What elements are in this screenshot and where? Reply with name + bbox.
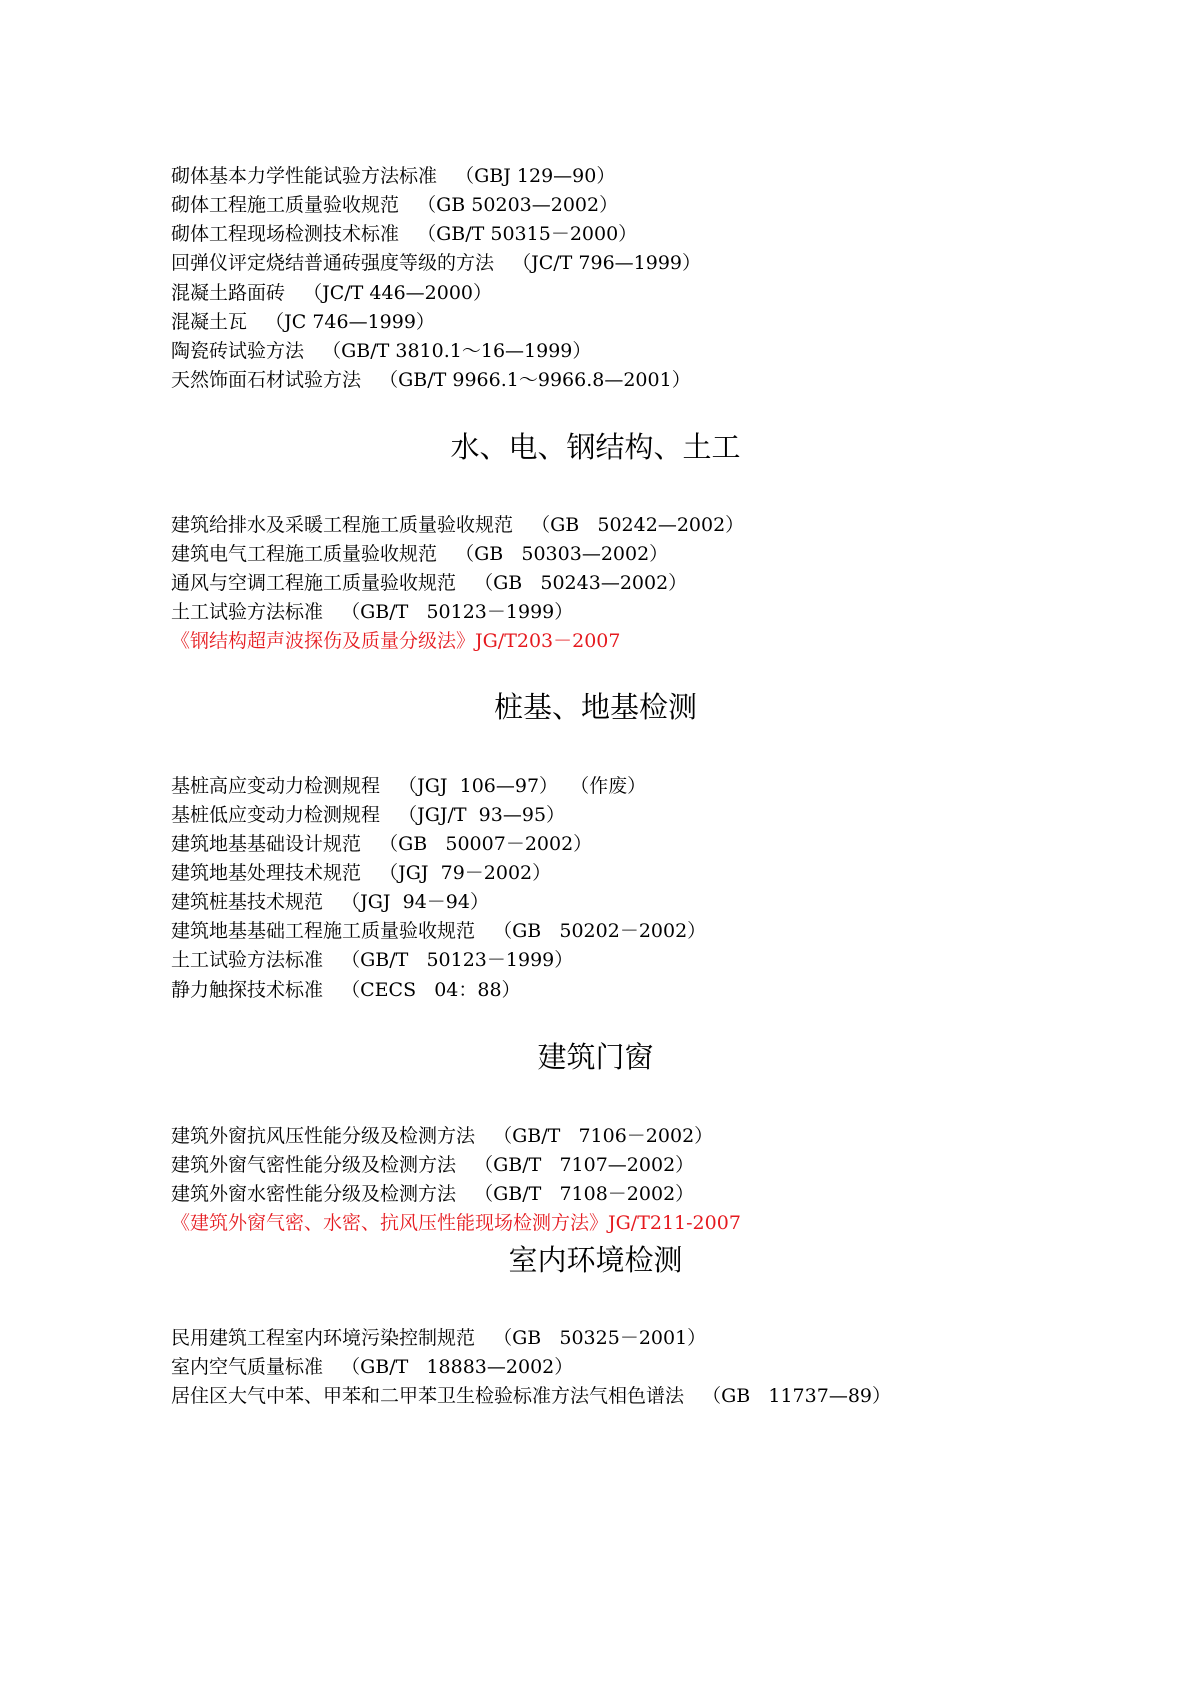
standard-item-highlight: 《钢结构超声波探伤及质量分级法》JG/T203－2007 <box>171 630 621 652</box>
section-heading: 室内环境检测 <box>508 1243 683 1277</box>
section-heading: 桩基、地基检测 <box>493 690 697 724</box>
standard-item: 基桩低应变动力检测规程 （JGJ/T 93—95） <box>171 804 566 826</box>
standard-item: 建筑桩基技术规范 （JGJ 94－94） <box>171 891 489 913</box>
standard-item-highlight: 《建筑外窗气密、水密、抗风压性能现场检测方法》JG/T211-2007 <box>171 1212 741 1234</box>
standard-item: 基桩高应变动力检测规程 （JGJ 106—97） （作废） <box>171 775 647 797</box>
standard-item: 建筑地基基础设计规范 （GB 50007－2002） <box>171 833 593 855</box>
standard-item: 建筑地基基础工程施工质量验收规范 （GB 50202－2002） <box>171 920 707 942</box>
standard-item: 通风与空调工程施工质量验收规范 （GB 50243—2002） <box>171 572 688 594</box>
section-heading: 水、电、钢结构、土工 <box>450 430 741 464</box>
standard-item: 建筑外窗气密性能分级及检测方法 （GB/T 7107—2002） <box>171 1154 695 1176</box>
standard-item: 室内空气质量标准 （GB/T 18883—2002） <box>171 1356 574 1378</box>
standard-item: 土工试验方法标准 （GB/T 50123－1999） <box>171 949 574 971</box>
standard-item: 天然饰面石材试验方法 （GB/T 9966.1～9966.8—2001） <box>171 369 691 391</box>
standard-item: 建筑外窗水密性能分级及检测方法 （GB/T 7108－2002） <box>171 1183 695 1205</box>
standard-item: 静力触探技术标准 （CECS 04：88） <box>171 979 521 1001</box>
standard-item: 混凝土路面砖 （JC/T 446—2000） <box>171 282 493 304</box>
standard-item: 居住区大气中苯、甲苯和二甲苯卫生检验标准方法气相色谱法 （GB 11737—89） <box>171 1385 891 1407</box>
standard-item: 建筑外窗抗风压性能分级及检测方法 （GB/T 7106－2002） <box>171 1125 714 1147</box>
standard-item: 土工试验方法标准 （GB/T 50123－1999） <box>171 601 574 623</box>
standard-item: 回弹仪评定烧结普通砖强度等级的方法 （JC/T 796—1999） <box>171 252 702 274</box>
standard-item: 建筑地基处理技术规范 （JGJ 79－2002） <box>171 862 552 884</box>
standard-item: 砌体工程现场检测技术标准 （GB/T 50315－2000） <box>171 223 638 245</box>
standard-item: 建筑电气工程施工质量验收规范 （GB 50303—2002） <box>171 543 669 565</box>
standard-item: 民用建筑工程室内环境污染控制规范 （GB 50325－2001） <box>171 1327 707 1349</box>
section-heading: 建筑门窗 <box>537 1040 654 1074</box>
standard-item: 砌体工程施工质量验收规范 （GB 50203—2002） <box>171 194 619 216</box>
standard-item: 砌体基本力学性能试验方法标准 （GBJ 129—90） <box>171 165 616 187</box>
standard-item: 建筑给排水及采暖工程施工质量验收规范 （GB 50242—2002） <box>171 514 745 536</box>
standard-item: 混凝土瓦 （JC 746—1999） <box>171 311 435 333</box>
standard-item: 陶瓷砖试验方法 （GB/T 3810.1～16—1999） <box>171 340 592 362</box>
